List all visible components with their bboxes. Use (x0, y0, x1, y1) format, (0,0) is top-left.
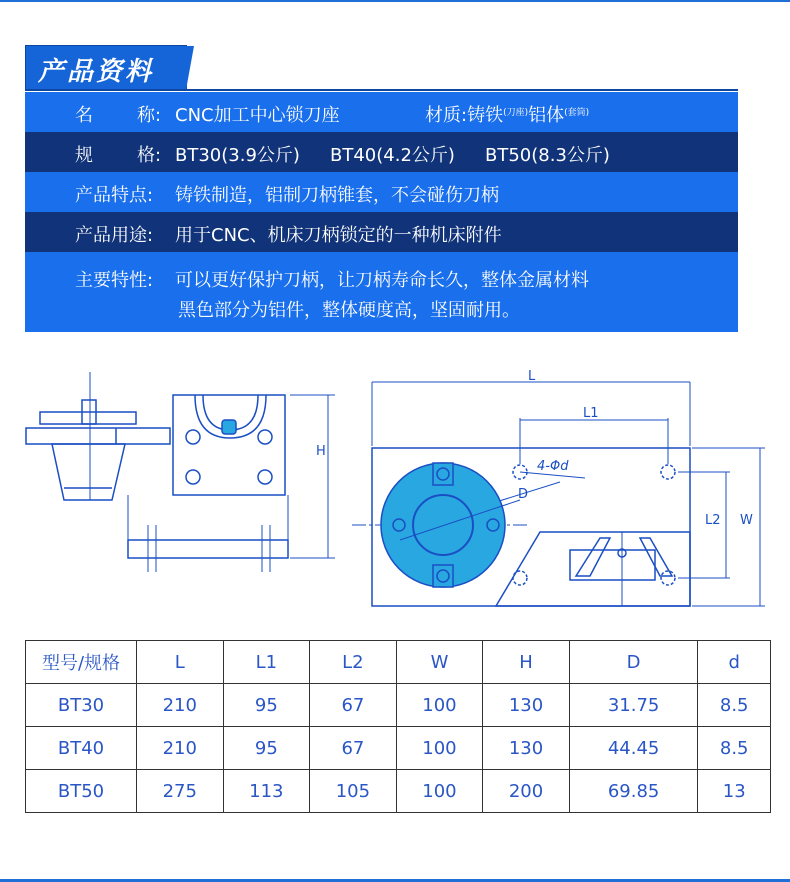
dim-label-L1: L1 (583, 406, 599, 421)
table-cell: 105 (310, 770, 397, 813)
table-header-cell: L2 (310, 641, 397, 684)
technical-drawings (0, 360, 790, 620)
info-row-spec (25, 132, 738, 172)
info-value-property-line1: 可以更好保护刀柄，让刀柄寿命长久，整体金属材料 (175, 270, 589, 291)
table-cell: 100 (396, 770, 483, 813)
product-info (25, 92, 738, 332)
table-cell: 95 (223, 684, 310, 727)
table-header-cell: H (483, 641, 570, 684)
info-label-feature: 产品特点: (75, 185, 154, 206)
flange-disk (381, 463, 520, 587)
info-value-feature: 铸铁制造，铝制刀柄锥套，不会碰伤刀柄 (175, 185, 499, 206)
top-rule (0, 0, 790, 2)
table-cell: 200 (483, 770, 570, 813)
table-cell: 100 (396, 684, 483, 727)
table-cell: 8.5 (698, 684, 771, 727)
table-cell: BT30 (26, 684, 137, 727)
table-row (26, 770, 771, 813)
info-label-property: 主要特性: (75, 270, 154, 291)
dim-label-D: D (518, 487, 529, 502)
spec-table-header (26, 641, 771, 684)
spec-table (25, 640, 771, 813)
section-header (25, 45, 738, 91)
dim-label-holes: 4-Φd (537, 459, 569, 474)
header-underline (25, 89, 738, 91)
table-cell: 100 (396, 727, 483, 770)
drawing-canvas (0, 360, 790, 620)
table-cell: 210 (137, 727, 224, 770)
table-cell: 67 (310, 727, 397, 770)
table-header-cell: W (396, 641, 483, 684)
info-row-property (25, 252, 738, 332)
table-cell: 95 (223, 727, 310, 770)
table-cell: BT50 (26, 770, 137, 813)
table-cell: 67 (310, 684, 397, 727)
dim-label-L: L (528, 369, 536, 384)
table-cell: 275 (137, 770, 224, 813)
spec-item-bt50: BT50(8.3公斤) (485, 145, 610, 166)
table-cell: 210 (137, 684, 224, 727)
table-header-cell: D (569, 641, 698, 684)
section-title: 产品资料 (38, 57, 155, 87)
table-cell: 113 (223, 770, 310, 813)
table-cell: 13 (698, 770, 771, 813)
info-value-name: CNC加工中心锁刀座 (175, 105, 340, 126)
table-row (26, 727, 771, 770)
info-value-usage: 用于CNC、机床刀柄锁定的一种机床附件 (175, 225, 502, 246)
header-tab (25, 45, 187, 91)
table-row (26, 684, 771, 727)
table-cell: 130 (483, 727, 570, 770)
dim-label-H: H (316, 444, 326, 459)
table-cell: BT40 (26, 727, 137, 770)
dim-label-W: W (740, 513, 753, 528)
info-material: 材质:铸铁$^{(刀座)}$铝体$^{(套筒)}$ (425, 105, 590, 126)
info-row-usage (25, 212, 738, 252)
table-cell: 8.5 (698, 727, 771, 770)
info-label-usage: 产品用途: (75, 225, 154, 246)
table-header-cell: L1 (223, 641, 310, 684)
info-label-name: 名 称: (75, 105, 162, 126)
table-cell: 31.75 (569, 684, 698, 727)
table-cell: 69.85 (569, 770, 698, 813)
table-header-cell: L (137, 641, 224, 684)
table-cell: 130 (483, 684, 570, 727)
info-row-feature (25, 172, 738, 212)
spec-item-bt30: BT30(3.9公斤) (175, 145, 300, 166)
info-value-property-line2: 黑色部分为铝件，整体硬度高，坚固耐用。 (178, 300, 520, 321)
table-header-cell: d (698, 641, 771, 684)
spec-item-bt40: BT40(4.2公斤) (330, 145, 455, 166)
side-view-tool-holder (26, 372, 170, 500)
info-row-name (25, 92, 738, 132)
info-label-spec: 规 格: (75, 145, 162, 166)
side-view-block (128, 395, 335, 572)
table-header-cell: 型号/规格 (26, 641, 137, 684)
table-cell: 44.45 (569, 727, 698, 770)
dim-label-L2: L2 (705, 513, 721, 528)
